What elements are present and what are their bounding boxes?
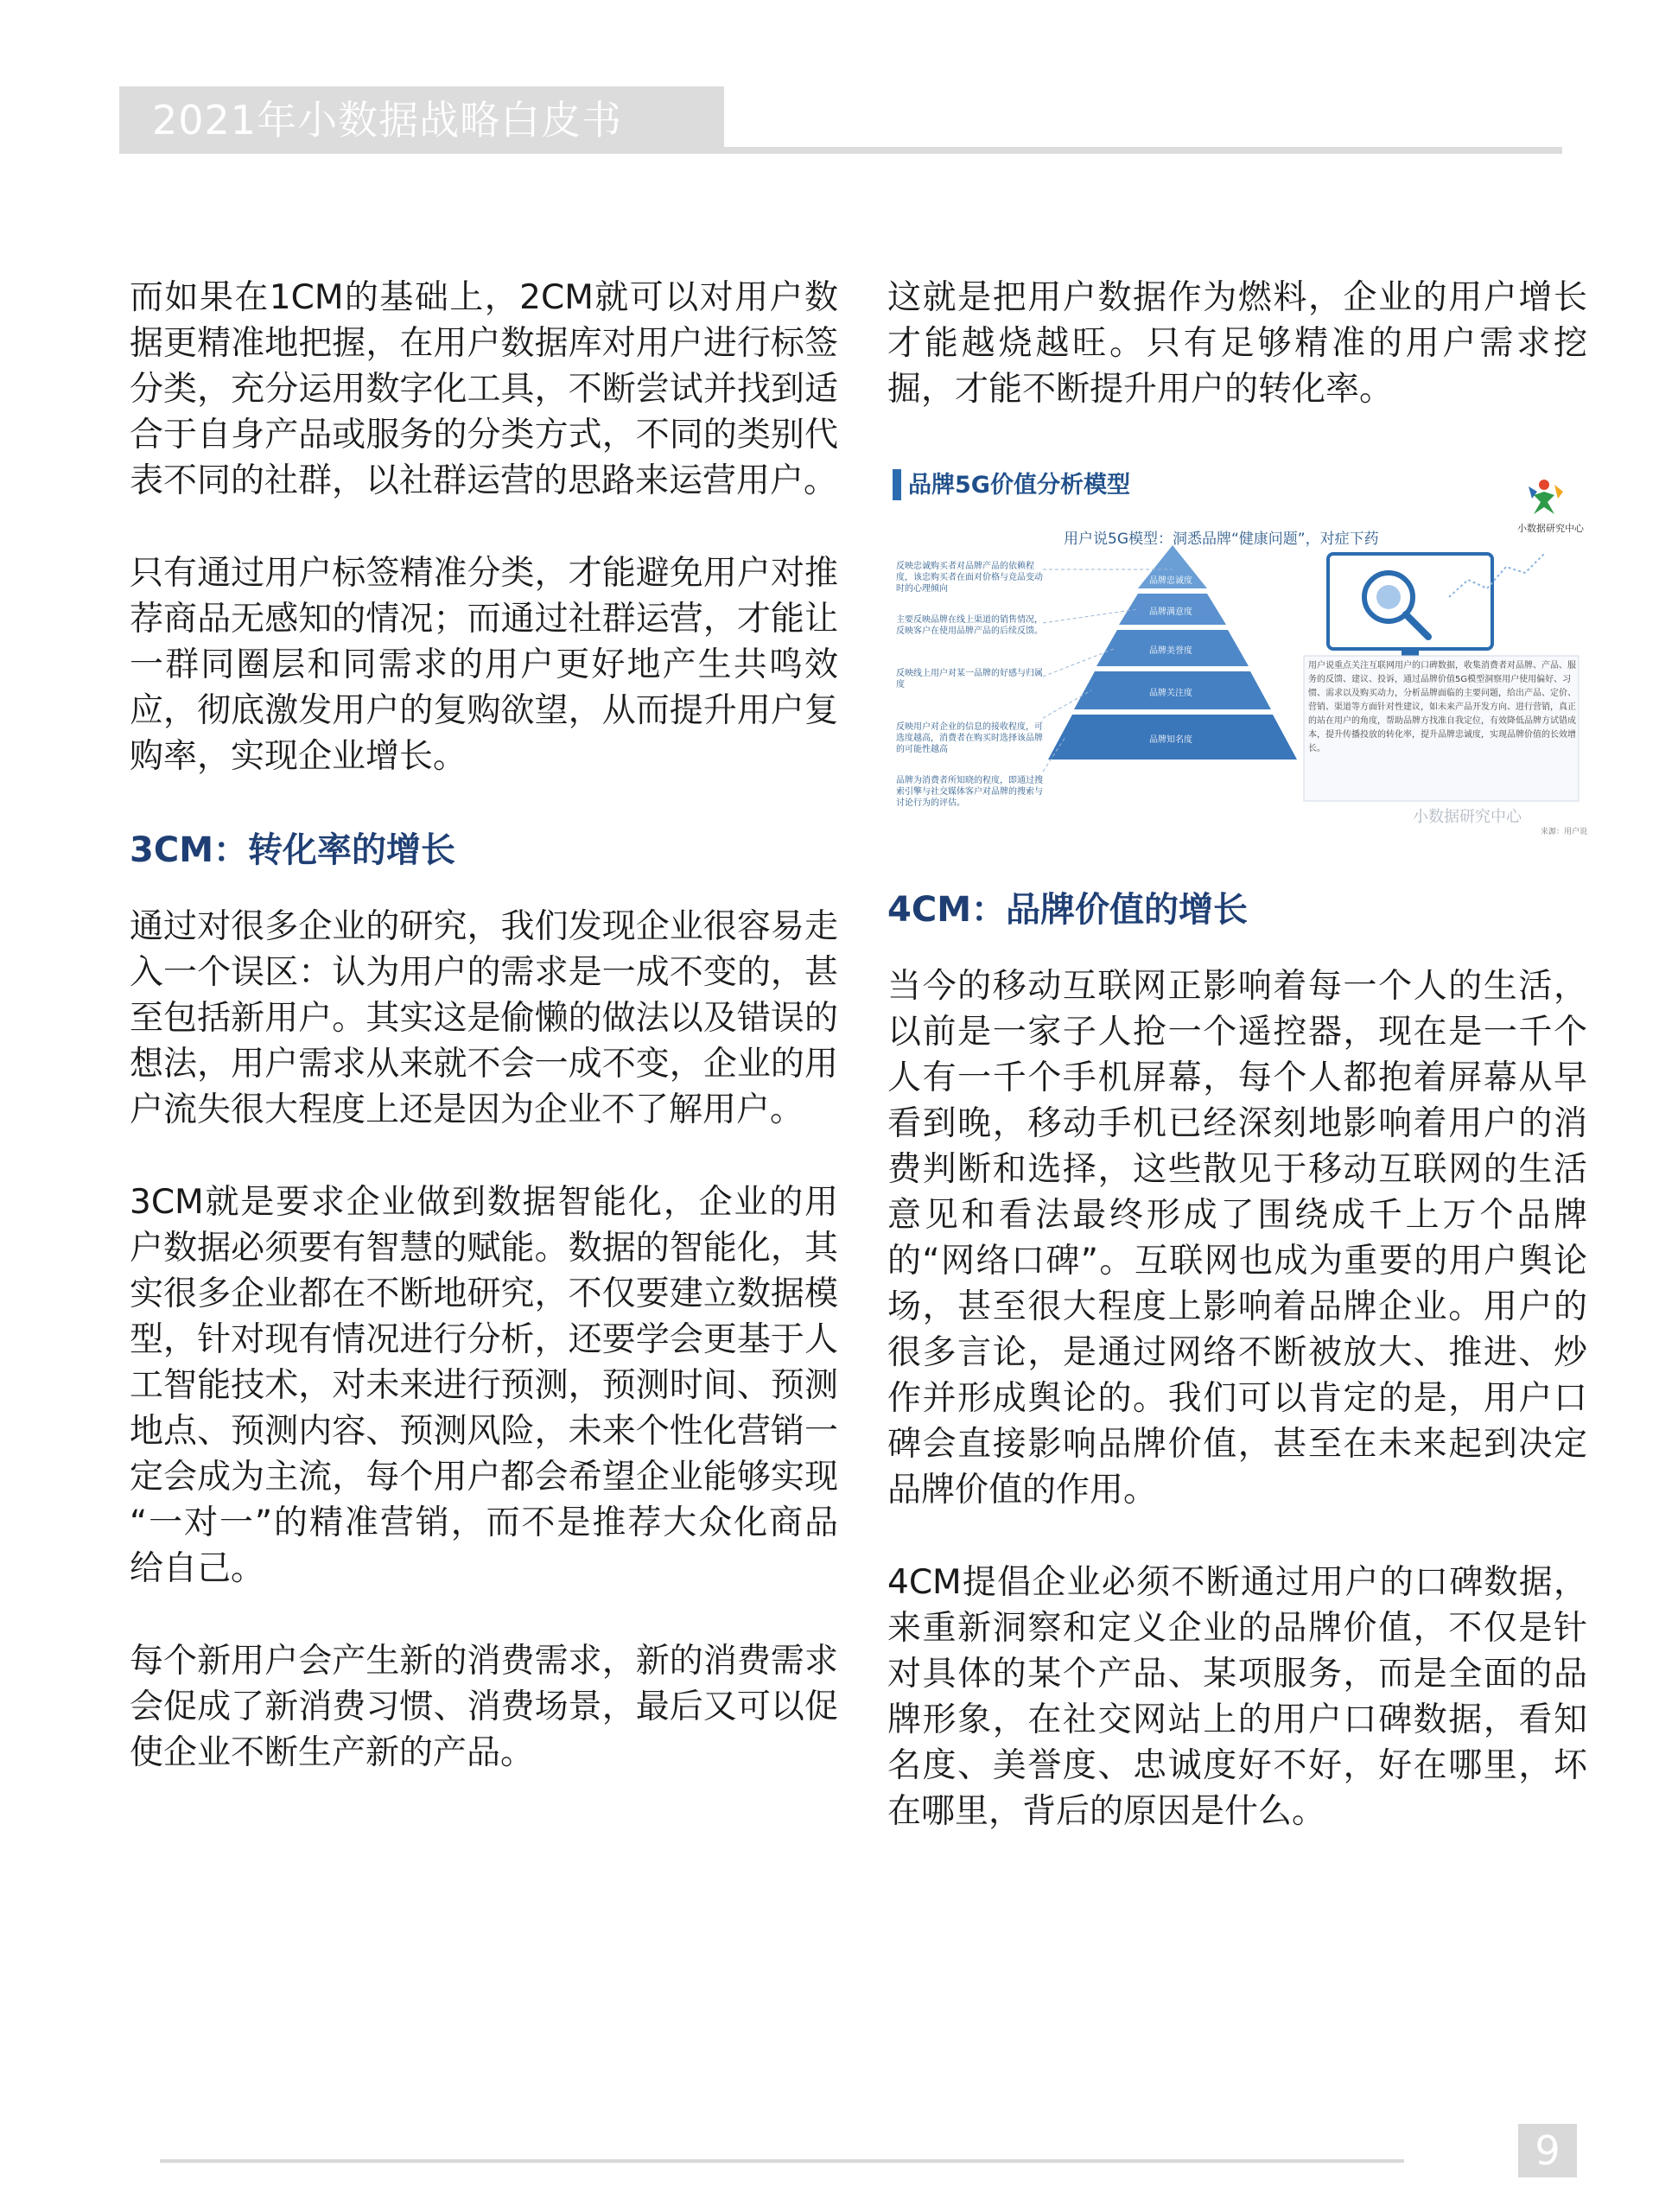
section-heading-3cm: 3CM：转化率的增长 [130,830,455,870]
figure-note: 主要反映品牌在线上渠道的销售情况，反映客户在使用品牌产品的后续反馈。 [896,615,1043,636]
paragraph: 3CM就是要求企业做到数据智能化，企业的用户数据必须要有智慧的赋能。数据的智能化，其实很多企业都在不断地研究，不仅要建立数据模型，针对现有情况进行分析，还要学会更基于人工智能技术，对未来进行预测，预测时间、预测地点、预测内容、预测风险，未来个性化营销一定会成为主流，每个用户都会希望企业能够实现 “一对一”的精准营销，而不是推荐大众化商品给自己。 [130,1183,838,1588]
figure-description: 用户说重点关注互联网用户的口碑数据，收集消费者对品牌、产品、服务的反馈、建议、投诉，通过品牌价值5G模型洞察用户使用偏好、习惯、需求以及购买动力，分析品牌面临的主要问题，给出产品、定价、营销、渠道等方面针对性建议，如未来产品开发方向、进行营销，真正的站在用户的角度，帮助品牌方找准自我定位，有效降低品牌方试错成本，提升传播投放的转化率，提升品牌忠诚度，实现品牌价值的长效增长。 [1308,661,1576,753]
figure-note: 品牌为消费者所知晓的程度，即通过搜索引擎与社交媒体客户对品牌的搜索与讨论行为的评估。 [896,776,1043,808]
figure-note: 反映线上用户对某一品牌的好感与归属度 [896,669,1043,690]
paragraph: 只有通过用户标签精准分类，才能避免用户对推荐商品无感知的情况；而通过社群运营，才能让一群同圈层和同需求的用户更好地产生共鸣效应，彻底激发用户的复购欲望，从而提升用户复购率，实现企业增长。 [130,554,838,776]
left-column [130,275,838,1822]
figure-logo-text: 小数据研究中心 [1517,523,1584,534]
figure-source: 来源：用户说 [1541,828,1588,836]
paragraph: 4CM提倡企业必须不断通过用户的口碑数据，来重新洞察和定义企业的品牌价值，不仅是针对具体的某个产品、某项服务，而是全面的品牌形象，在社交网站上的用户口碑数据，看知名度、美誉度、忠诚度好不好，好在哪里，坏在哪里，背后的原因是什么。 [887,1563,1587,1831]
pyramid-level-label: 品牌满意度 [1149,607,1192,617]
page-number-box [1518,2124,1577,2177]
figure-subtitle: 用户说5G模型：洞悉品牌“健康问题”，对症下药 [1064,531,1379,548]
right-column [887,275,1587,1881]
paragraph: 当今的移动互联网正影响着每一个人的生活，以前是一家子人抢一个遥控器，现在是一千个人有一千个手机屏幕，每个人都抱着屏幕从早看到晚，移动手机已经深刻地影响着用户的消费判断和选择，这些散见于移动互联网的生活意见和看法最终形成了围绕成千上万个品牌的“网络口碑”。互联网也成为重要的用户舆论场，甚至很大程度上影响着品牌企业。用户的很多言论，是通过网络不断被放大、推进、炒作并形成舆论的。我们可以肯定的是，用户口碑会直接影响品牌价值，甚至在未来起到决定品牌价值的作用。 [887,967,1587,1510]
header-rule [724,147,1562,154]
pyramid-level-label: 品牌忠诚度 [1149,576,1192,586]
figure-title: 品牌5G价值分析模型 [908,472,1130,499]
footer-rule [160,2159,1404,2163]
paragraph: 这就是把用户数据作为燃料，企业的用户增长才能越烧越旺。只有足够精准的用户需求挖掘，才能不断提升用户的转化率。 [887,278,1587,409]
pyramid-level-label: 品牌知名度 [1149,735,1192,745]
paragraph: 通过对很多企业的研究，我们发现企业很容易走入一个误区：认为用户的需求是一成不变的，甚至包括新用户。其实这是偷懒的做法以及错误的想法，用户需求从来就不会一成不变，企业的用户流失很大程度上还是因为企业不了解用户。 [130,907,838,1129]
monitor-magnifier-icon [1328,554,1544,659]
paragraph: 而如果在1CM的基础上，2CM就可以对用户数据更精准地把握，在用户数据库对用户进行标签分类，充分运用数字化工具，不断尝试并找到适合于自身产品或服务的分类方式，不同的类别代表不同的社群，以社群运营的思路来运营用户。 [130,278,838,500]
brand-5g-model-figure [887,459,1587,839]
paragraph: 每个新用户会产生新的消费需求，新的消费需求会促成了新消费习惯、消费场景，最后又可以促使企业不断生产新的产品。 [130,1642,838,1772]
section-heading-4cm: 4CM：品牌价值的增长 [887,890,1248,930]
page-number: 9 [1535,2127,1560,2174]
research-center-logo-icon [1529,480,1563,514]
pyramid-level-label: 品牌关注度 [1149,689,1192,698]
figure-watermark: 小数据研究中心 [1413,808,1522,826]
figure-notes [896,561,1043,829]
document-title: 2021年小数据战略白皮书 [152,97,623,143]
figure-title-marker [893,469,901,500]
figure-note: 反映忠诚购买者对品牌产品的依赖程度，该忠购买者在面对价格与竞品变动时的心理倾向 [896,562,1043,594]
header-bar [119,86,724,154]
pyramid-level-label: 品牌美誉度 [1149,646,1192,656]
figure-note: 反映用户对企业的信息的接收程度，可选度越高，消费者在购买时选择该品牌的可能性越高 [896,722,1043,754]
